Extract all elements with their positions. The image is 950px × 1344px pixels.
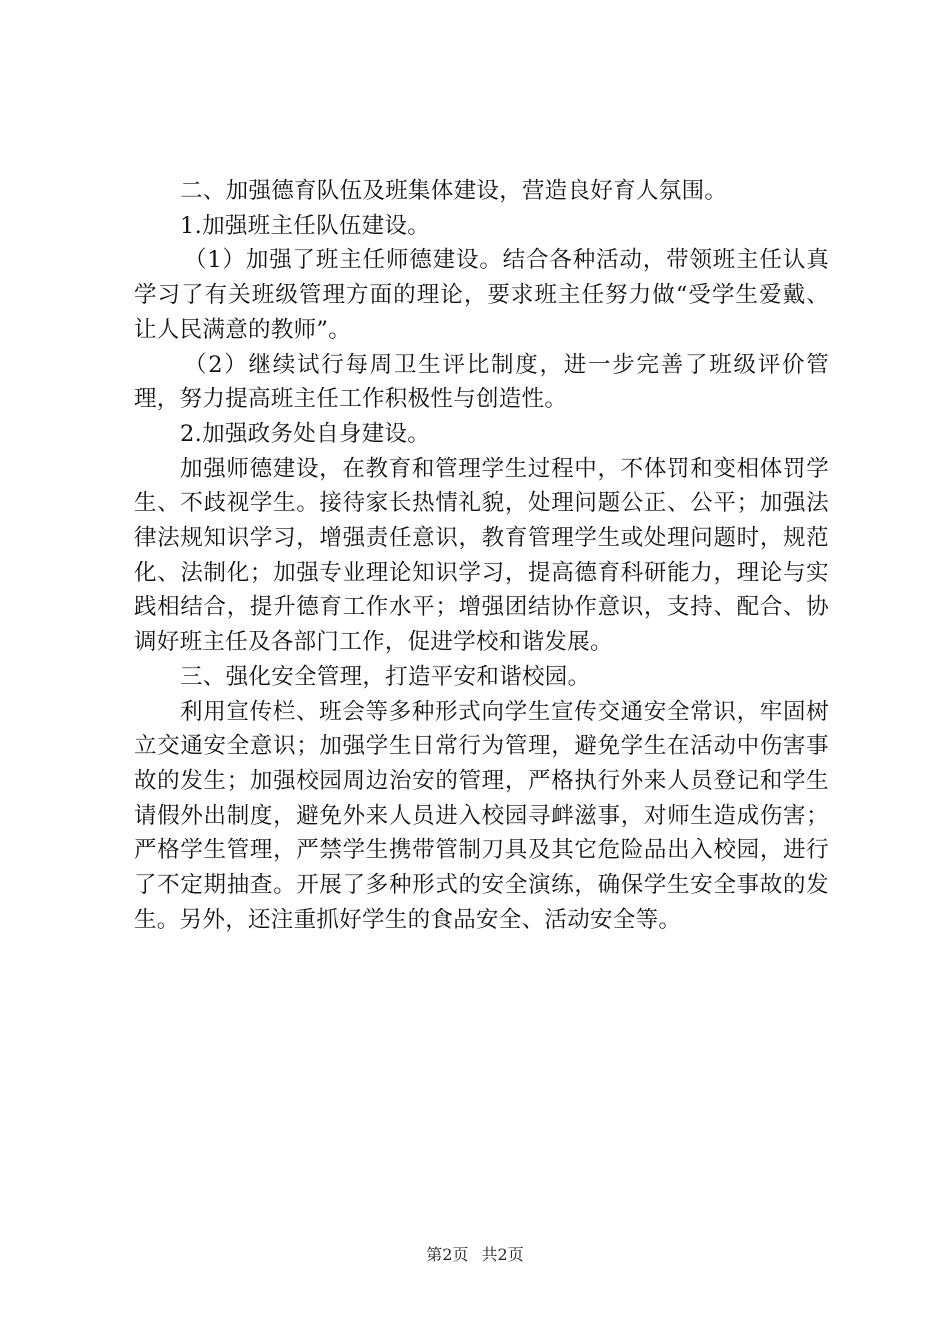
page-total: 共2页: [481, 1245, 524, 1264]
paragraph-item-1: （1）加强了班主任师德建设。结合各种活动，带领班主任认真学习了有关班级管理方面的理论，要求班主任努力做“受学生爱戴、让人民满意的教师”。: [134, 247, 829, 343]
paragraph-office-building: 加强师德建设，在教育和管理学生过程中，不体罚和变相体罚学生、不歧视学生。接待家长热情礼貌，处理问题公正、公平；加强法律法规知识学习，增强责任意识，教育管理学生或处理问题时，规范化、法制化；加强专业理论知识学习，提高德育科研能力，理论与实践相结合，提升德育工作水平；增强团结协作意识，支持、配合、协调好班主任及各部门工作，促进学校和谐发展。: [134, 455, 829, 656]
section-heading-3: 三、强化安全管理，打造平安和谐校园。: [180, 663, 591, 690]
paragraph-safety: 利用宣传栏、班会等多种形式向学生宣传交通安全常识，牢固树立交通安全意识；加强学生日常行为管理，避免学生在活动中伤害事故的发生；加强校园周边治安的管理，严格执行外来人员登记和学生请假外出制度，避免外来人员进入校园寻衅滋事，对师生造成伤害；严格学生管理，严禁学生携带管制刀具及其它危险品出入校园，进行了不定期抽查。开展了多种形式的安全演练，确保学生安全事故的发生。另外，还注重抓好学生的食品安全、活动安全等。: [134, 698, 829, 933]
page-number: 第2页: [426, 1245, 469, 1264]
page-footer: [0, 1243, 950, 1267]
paragraph-item-2: （2）继续试行每周卫生评比制度，进一步完善了班级评价管理，努力提高班主任工作积极性与创造性。: [134, 351, 829, 413]
subsection-heading-2: 2.加强政务处自身建设。: [180, 420, 431, 447]
document-body: [134, 174, 829, 937]
section-heading-2: 二、加强德育队伍及班集体建设，营造良好育人氛围。: [180, 178, 728, 204]
subsection-heading-1: 1.加强班主任队伍建设。: [180, 212, 431, 239]
